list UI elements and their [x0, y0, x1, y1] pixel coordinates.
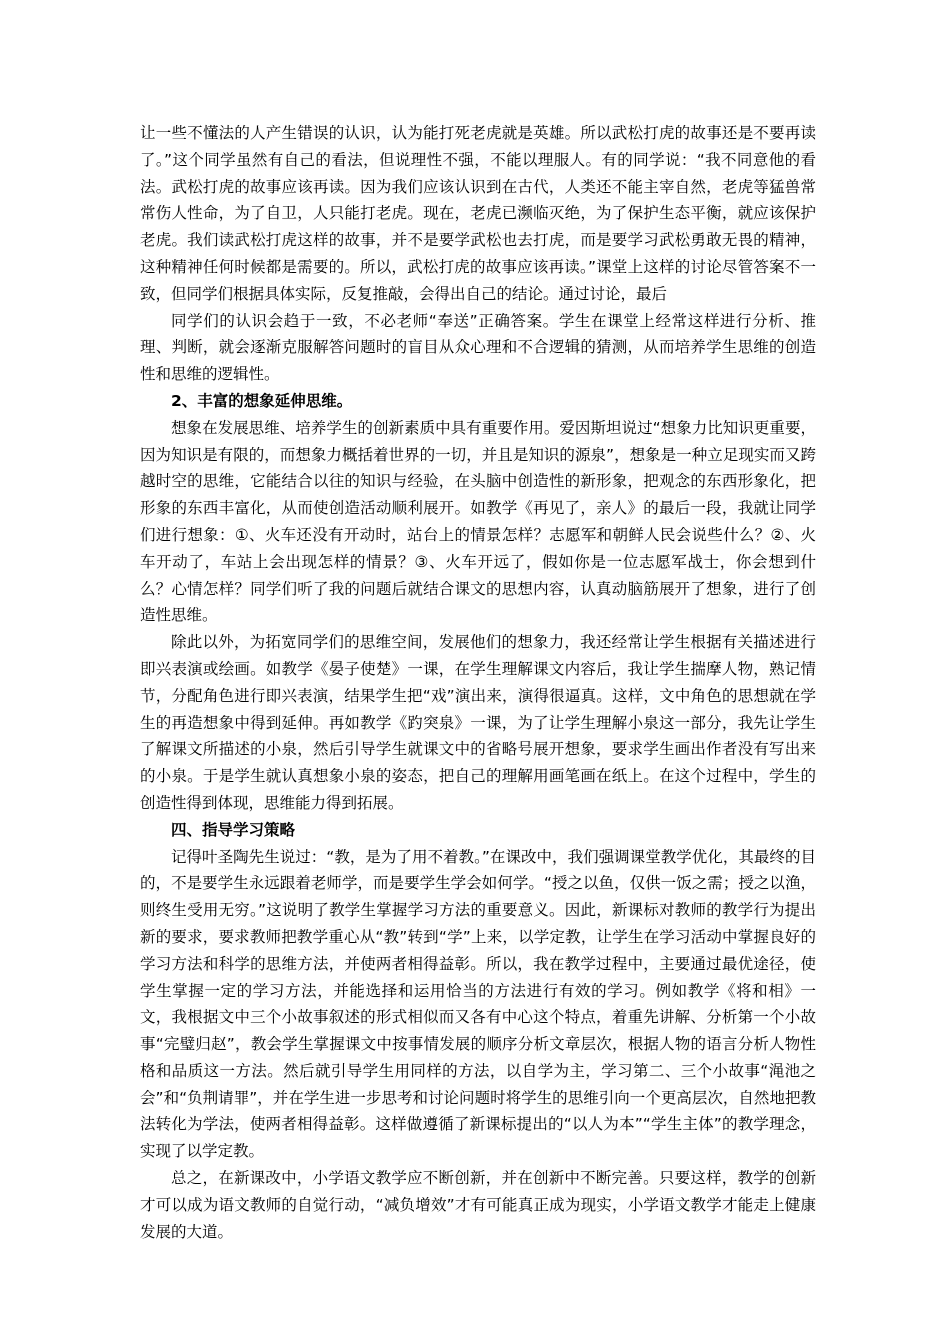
- paragraph-2: 同学们的认识会趋于一致，不必老师“奉送”正确答案。学生在课堂上经常这样进行分析、推理、判断，就会逐渐克服解答问题时的盲目从众心理和不合逻辑的猜测，从而培养学生思维的创造性和思维的逻辑性。: [140, 311, 816, 384]
- section-heading-imagination: 2、丰富的想象延伸思维。: [171, 391, 353, 410]
- paragraph-4: 除此以外，为拓宽同学们的思维空间，发展他们的想象力，我还经常让学生根据有关描述进行即兴表演或绘画。如教学《晏子使楚》一课，在学生理解课文内容后，我让学生揣摩人物，熟记情节，分配角色进行即兴表演，结果学生把“戏”演出来，演得很逼真。这样，文中角色的思想就在学生的再造想象中得到延伸。再如教学《趵突泉》一课，为了让学生理解小泉这一部分，我先让学生了解课文所描述的小泉，然后引导学生就课文中的省略号展开想象，要求学生画出作者没有写出来的小泉。于是学生就认真想象小泉的姿态，把自己的理解用画笔画在纸上。在这个过程中，学生的创造性得到体现，思维能力得到拓展。: [140, 633, 816, 812]
- paragraph-1: 让一些不懂法的人产生错误的认识，认为能打死老虎就是英雄。所以武松打虎的故事还是不要再读了。”这个同学虽然有自己的看法，但说理性不强，不能以理服人。有的同学说：“我不同意他的看法。武松打虎的故事应该再读。因为我们应该认识到在古代，人类还不能主宰自然，老虎等猛兽常常伤人性命，为了自卫，人只能打老虎。现在，老虎已濒临灭绝，为了保护生态平衡，就应该保护老虎。我们读武松打虎这样的故事，并不是要学武松也去打虎，而是要学习武松勇敢无畏的精神，这种精神任何时候都是需要的。所以，武松打虎的故事应该再读。”课堂上这样的讨论尽管答案不一致，但同学们根据具体实际，反复推敲，会得出自己的结论。通过讨论，最后: [140, 124, 816, 303]
- paragraph-3: 想象在发展思维、培养学生的创新素质中具有重要作用。爱因斯坦说过“想象力比知识更重要，因为知识是有限的，而想象力概括着世界的一切，并且是知识的源泉”，想象是一种立足现实而又跨越时空的思维，它能结合以往的知识与经验，在头脑中创造性的新形象，把观念的东西形象化，把形象的东西丰富化，从而使创造活动顺利展开。如教学《再见了，亲人》的最后一段，我就让同学们进行想象：①、火车还没有开动时，站台上的情景怎样？志愿军和朝鲜人民会说些什么？②、火车开动了，车站上会出现怎样的情景？③、火车开远了，假如你是一位志愿军战士，你会想到什么？心情怎样？同学们听了我的问题后就结合课文的思想内容，认真动脑筋展开了想象，进行了创造性思维。: [140, 418, 816, 625]
- paragraph-6: 总之，在新课改中，小学语文教学应不断创新，并在创新中不断完善。只要这样，教学的创新才可以成为语文教师的自觉行动，“减负增效”才有可能真正成为现实，小学语文教学才能走上健康发展的大道。: [140, 1169, 816, 1241]
- section-heading-learning-strategy: 四、指导学习策略: [171, 820, 296, 839]
- document-page: [140, 120, 816, 1245]
- paragraph-5: 记得叶圣陶先生说过：“教，是为了用不着教。”在课改中，我们强调课堂教学优化，其最终的目的，不是要学生永远跟着老师学，而是要学生学会如何学。“授之以鱼，仅供一饭之需；授之以渔，则终生受用无穷。”这说明了教学生掌握学习方法的重要意义。因此，新课标对教师的教学行为提出新的要求，要求教师把教学重心从“教”转到“学”上来，以学定教，让学生在学习活动中掌握良好的学习方法和科学的思维方法，并使两者相得益彰。所以，我在教学过程中，主要通过最优途径，使学生掌握一定的学习方法，并能选择和运用恰当的方法进行有效的学习。例如教学《将和相》一文，我根据文中三个小故事叙述的形式相似而又各有中心这个特点，着重先讲解、分析第一个小故事“完璧归赵”，教会学生掌握课文中按事情发展的顺序分析文章层次，根据人物的语言分析人物性格和品质这一方法。然后就引导学生用同样的方法，以自学为主，学习第二、三个小故事“渑池之会”和“负荆请罪”，并在学生进一步思考和讨论问题时将学生的思维引向一个更高层次，自然地把教法转化为学法，使两者相得益彰。这样做遵循了新课标提出的“以人为本”“学生主体”的教学理念，实现了以学定教。: [140, 847, 816, 1161]
